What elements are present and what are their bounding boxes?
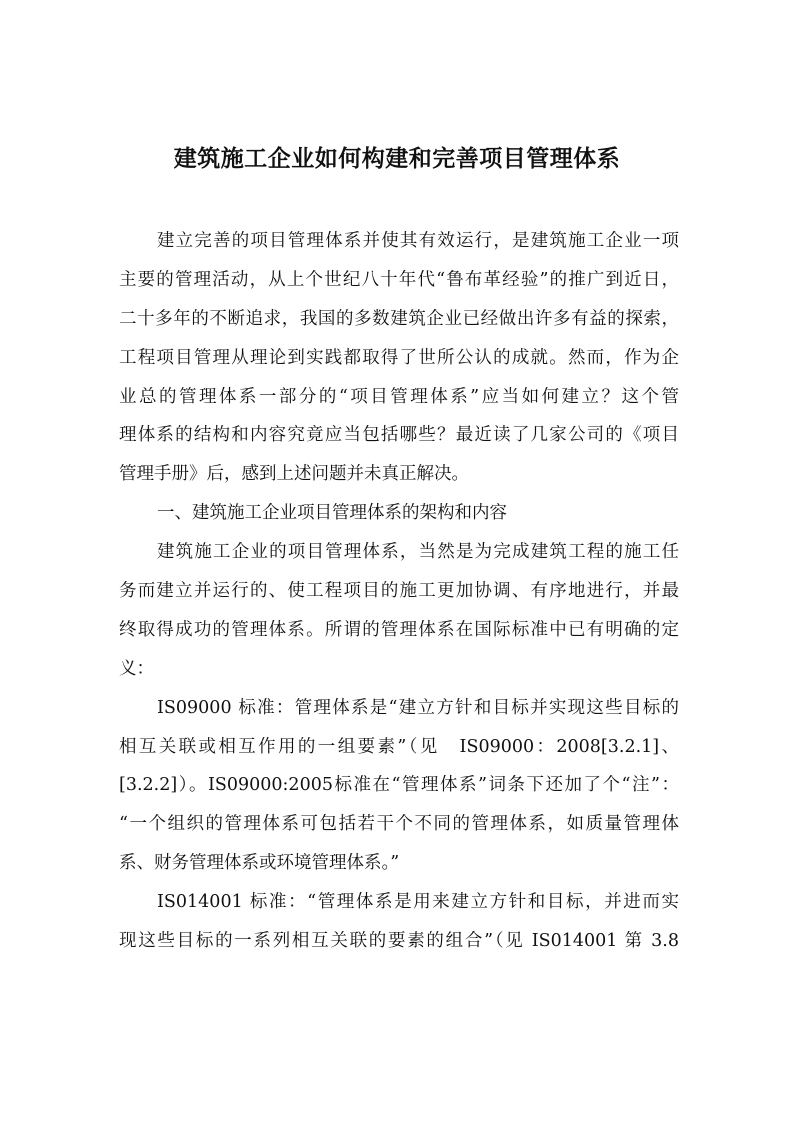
text-line: 主要的管理活动，从上个世纪八十年代“鲁布革经验”的推广到近日， — [119, 269, 679, 290]
text-line: 业总的管理体系一部分的“项目管理体系”应当如何建立？这个管 — [119, 386, 679, 407]
document-body — [119, 222, 679, 961]
text-line: 义： — [119, 658, 154, 679]
text-line: 建立完善的项目管理体系并使其有效运行，是建筑施工企业一项 — [157, 231, 679, 251]
text-line: 一、建筑施工企业项目管理体系的架构和内容 — [157, 503, 507, 524]
text-line: 工程项目管理从理论到实践都取得了世所公认的成就。然而，作为企 — [119, 347, 679, 368]
text-line: IS09000 标准：管理体系是“建立方针和目标并实现这些目标的 — [157, 697, 679, 718]
text-line: IS014001 标准：“管理体系是用来建立方针和目标，并进而实 — [157, 892, 679, 913]
text-line: [3.2.2]）。IS09000:2005标准在“管理体系”词条下还加了个“注”： — [119, 775, 679, 796]
document-title: 建筑施工企业如何构建和完善项目管理体系 — [173, 145, 621, 172]
text-line: 建筑施工企业的项目管理体系，当然是为完成建筑工程的施工任 — [157, 542, 679, 563]
text-line: 理体系的结构和内容究竟应当包括哪些？最近读了几家公司的《项目 — [119, 425, 679, 446]
text-line: 管理手册》后，感到上述问题并未真正解决。 — [119, 464, 469, 485]
text-line: 终取得成功的管理体系。所谓的管理体系在国际标准中已有明确的定 — [119, 619, 679, 640]
text-line: 二十多年的不断追求，我国的多数建筑企业已经做出许多有益的探索， — [119, 308, 679, 329]
text-line: 相互关联或相互作用的一组要素”（见 IS09000：2008[3.2.1]、 — [119, 736, 679, 757]
text-line: “一个组织的管理体系可包括若干个不同的管理体系，如质量管理体 — [119, 814, 679, 835]
text-line: 现这些目标的一系列相互关联的要素的组合”（见 IS014001 第 3.8 — [119, 931, 679, 952]
text-line: 务而建立并运行的、使工程项目的施工更加协调、有序地进行，并最 — [119, 581, 679, 602]
text-line: 系、财务管理体系或环境管理体系。” — [119, 853, 400, 874]
